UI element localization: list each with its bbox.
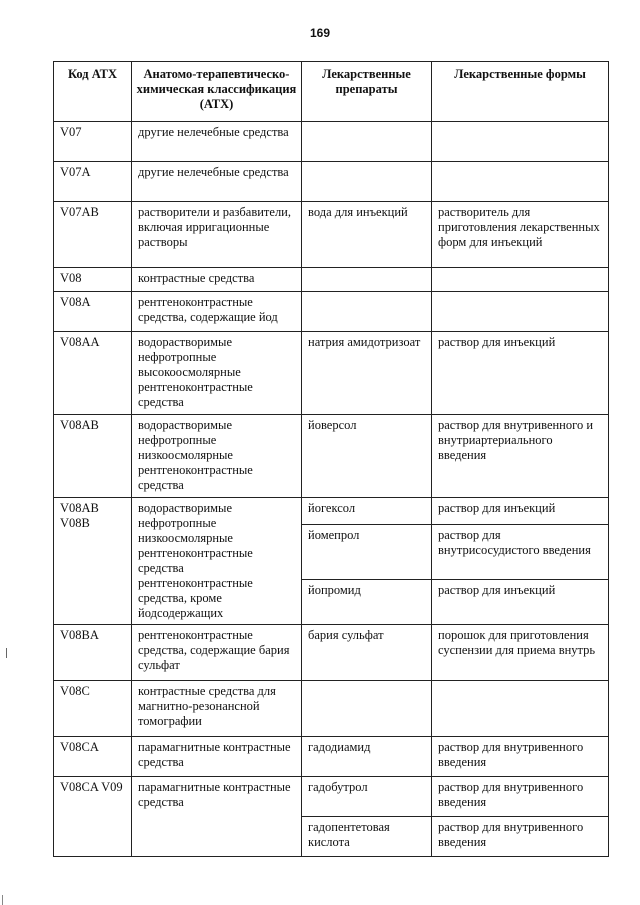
cell-form: раствор для инъекций xyxy=(432,579,609,624)
cell-code: V08AB V08B xyxy=(54,498,132,625)
cell-form: раствор для инъекций xyxy=(432,498,609,525)
table-row xyxy=(54,625,609,681)
atx-table xyxy=(53,61,609,857)
cell-drug xyxy=(302,292,432,332)
table-header-row xyxy=(54,62,609,122)
cell-atx: парамагнитные контрастные средства xyxy=(132,777,302,857)
table-row xyxy=(54,292,609,332)
table-row xyxy=(54,777,609,817)
cell-atx: другие нелечебные средства xyxy=(132,162,302,202)
cell-code: V07 xyxy=(54,122,132,162)
cell-code: V08 xyxy=(54,268,132,292)
cell-atx: водорастворимые нефротропные высокоосмолярные рентгеноконтрастные средства xyxy=(132,332,302,415)
table-row xyxy=(54,268,609,292)
cell-form: порошок для приготовления суспензии для приема внутрь xyxy=(432,625,609,681)
cell-atx: водорастворимые нефротропные низкоосмолярные рентгеноконтрастные средства xyxy=(132,415,302,498)
scan-margin-mark xyxy=(6,648,7,658)
cell-drug: натрия амидотризоат xyxy=(302,332,432,415)
table-row xyxy=(54,415,609,498)
cell-form: растворитель для приготовления лекарственных форм для инъекций xyxy=(432,202,609,268)
cell-drug xyxy=(302,162,432,202)
table-row xyxy=(54,498,609,525)
cell-drug xyxy=(302,681,432,737)
cell-form: раствор для внутривенного введения xyxy=(432,737,609,777)
cell-code: V08A xyxy=(54,292,132,332)
cell-code: V07AB xyxy=(54,202,132,268)
cell-form xyxy=(432,162,609,202)
cell-form xyxy=(432,122,609,162)
cell-drug: гадобутрол xyxy=(302,777,432,817)
cell-drug xyxy=(302,268,432,292)
header-code: Код АТХ xyxy=(54,62,132,122)
table-row xyxy=(54,122,609,162)
cell-form xyxy=(432,681,609,737)
cell-form: раствор для внутривенного и внутриартериального введения xyxy=(432,415,609,498)
cell-code: V08C xyxy=(54,681,132,737)
scan-margin-mark xyxy=(2,895,3,905)
cell-drug: йопромид xyxy=(302,579,432,624)
cell-code: V08AA xyxy=(54,332,132,415)
cell-drug: йомепрол xyxy=(302,524,432,579)
cell-drug: бария сульфат xyxy=(302,625,432,681)
table-row xyxy=(54,202,609,268)
table-row xyxy=(54,737,609,777)
cell-drug: вода для инъекций xyxy=(302,202,432,268)
cell-form xyxy=(432,268,609,292)
cell-code: V08AB xyxy=(54,415,132,498)
cell-code: V08CA V09 xyxy=(54,777,132,857)
cell-form: раствор для внутривенного введения xyxy=(432,817,609,857)
cell-code: V08CA xyxy=(54,737,132,777)
cell-form xyxy=(432,292,609,332)
cell-atx: рентгеноконтрастные средства, содержащие йод xyxy=(132,292,302,332)
cell-atx: растворители и разбавители, включая ирригационные растворы xyxy=(132,202,302,268)
cell-atx: водорастворимые нефротропные низкоосмолярные рентгеноконтрастные средства рентгеноконтрастные средства, кроме йодсодержащих xyxy=(132,498,302,625)
cell-drug xyxy=(302,122,432,162)
cell-atx: рентгеноконтрастные средства, содержащие бария сульфат xyxy=(132,625,302,681)
cell-form: раствор для внутрисосудистого введения xyxy=(432,524,609,579)
cell-atx: контрастные средства xyxy=(132,268,302,292)
table-row xyxy=(54,332,609,415)
cell-atx: парамагнитные контрастные средства xyxy=(132,737,302,777)
cell-drug: гадодиамид xyxy=(302,737,432,777)
header-forms: Лекарственные формы xyxy=(432,62,609,122)
header-drugs: Лекарственные препараты xyxy=(302,62,432,122)
table-row xyxy=(54,162,609,202)
cell-drug: йогексол xyxy=(302,498,432,525)
table-row xyxy=(54,681,609,737)
cell-drug: йоверсол xyxy=(302,415,432,498)
cell-atx: контрастные средства для магнитно-резонансной томографии xyxy=(132,681,302,737)
header-atx: Анатомо-терапевтическо-химическая классификация (АТХ) xyxy=(132,62,302,122)
page-number: 169 xyxy=(309,26,331,40)
cell-code: V07A xyxy=(54,162,132,202)
cell-form: раствор для инъекций xyxy=(432,332,609,415)
cell-code: V08BA xyxy=(54,625,132,681)
cell-form: раствор для внутривенного введения xyxy=(432,777,609,817)
cell-atx: другие нелечебные средства xyxy=(132,122,302,162)
cell-drug: гадопентетовая кислота xyxy=(302,817,432,857)
